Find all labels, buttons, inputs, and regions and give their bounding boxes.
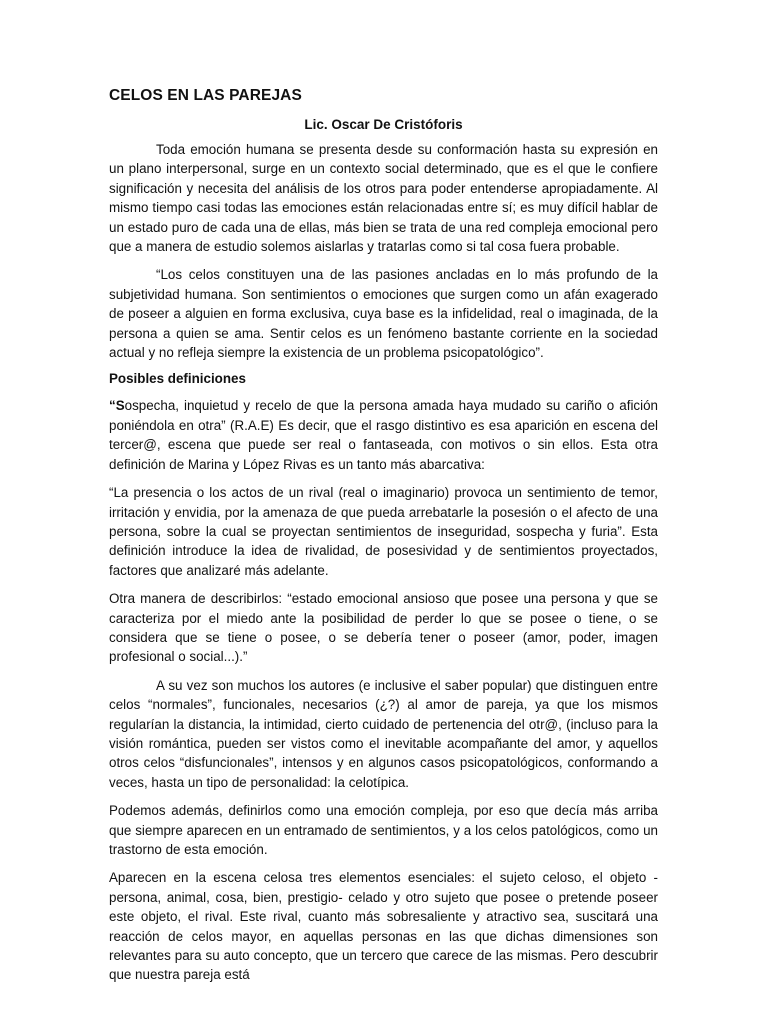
paragraph-5: Otra manera de describirlos: “estado emocional ansioso que posee una persona y que se caracteriza por el miedo ante la posibilidad de perder lo que se posee o tiene, o se considera que se tiene o posee, o se debería tener o poseer (amor, poder, imagen profesional o social...).” xyxy=(109,591,658,665)
paragraph-8: Aparecen en la escena celosa tres elementos esenciales: el sujeto celoso, el objeto -persona, animal, cosa, bien, prestigio- celado y otro sujeto que posee o pretende poseer este objeto, el rival. Este rival, cuanto más sobresaliente y atractivo sea, suscitará una reacción de celos mayor, en aquellas personas en las que dichas dimensiones son relevantes para su auto concepto, que un tercero que carece de las mismas. Pero descubrir que nuestra pareja está xyxy=(109,870,658,983)
section-heading: Posibles definiciones xyxy=(109,371,246,387)
author-line: Lic. Oscar De Cristóforis xyxy=(304,117,463,132)
paragraph-4: “La presencia o los actos de un rival (real o imaginario) provoca un sentimiento de temor, irritación y envidia, por la amenaza de que pueda arrebatarle la posesión o el afecto de una persona, sobre la cual se proyectan sentimientos de inseguridad, sospecha y furia”. Esta definición introduce la idea de rivalidad, de posesividad y de sentimientos proyectados, factores que analizaré más adelante. xyxy=(109,485,658,578)
paragraph-7: Podemos además, definirlos como una emoción compleja, por eso que decía más arriba que siempre aparecen en un entramado de sentimientos, y a los celos patológicos, como un trastorno de esta emoción. xyxy=(109,803,658,857)
paragraph-3 xyxy=(109,396,658,474)
paragraph-3-text: ospecha, inquietud y recelo de que la persona amada haya mudado su cariño o afición poniéndola en otra” (R.A.E) Es decir, que el rasgo distintivo es esa aparición en escena del tercer@, escena que puede ser real o fantaseada, con motivos o sin ellos. Esta otra definición de Marina y López Rivas es un tanto más abarcativa: xyxy=(109,398,658,472)
paragraph-1: Toda emoción humana se presenta desde su conformación hasta su expresión en un plano interpersonal, surge en un contexto social determinado, que es el que le confiere significación y necesita del análisis de los otros para poder entenderse apropiadamente. Al mismo tiempo casi todas las emociones están relacionadas entre sí; es muy difícil hablar de un estado puro de cada una de ellas, más bien se trata de una red compleja emocional pero que a manera de estudio solemos aislarlas y tratarlas como si tal cosa fuera probable. xyxy=(109,142,658,255)
paragraph-2: “Los celos constituyen una de las pasiones ancladas en lo más profundo de la subjetividad humana. Son sentimientos o emociones que surgen como un afán exagerado de poseer a alguien en forma exclusiva, cuya base es la infidelidad, real o imaginada, de la persona a quien se ama. Sentir celos es un fenómeno bastante corriente en la sociedad actual y no refleja siempre la existencia de un problema psicopatológico”. xyxy=(109,267,658,361)
paragraph-3-lead: “S xyxy=(109,398,125,414)
document-title: CELOS EN LAS PAREJAS xyxy=(109,87,302,104)
paragraph-6: A su vez son muchos los autores (e inclusive el saber popular) que distinguen entre celos “normales”, funcionales, necesarios (¿?) al amor de pareja, ya que los mismos regularían la distancia, la intimidad, cierto cuidado de pertenencia del otr@, (incluso para la visión romántica, pueden ser vistos como el inevitable acompañante del amor, y aquellos otros celos “disfuncionales”, intensos y en algunos casos psicopatológicos, conformando a veces, hasta un tipo de personalidad: la celotípica. xyxy=(109,677,658,790)
